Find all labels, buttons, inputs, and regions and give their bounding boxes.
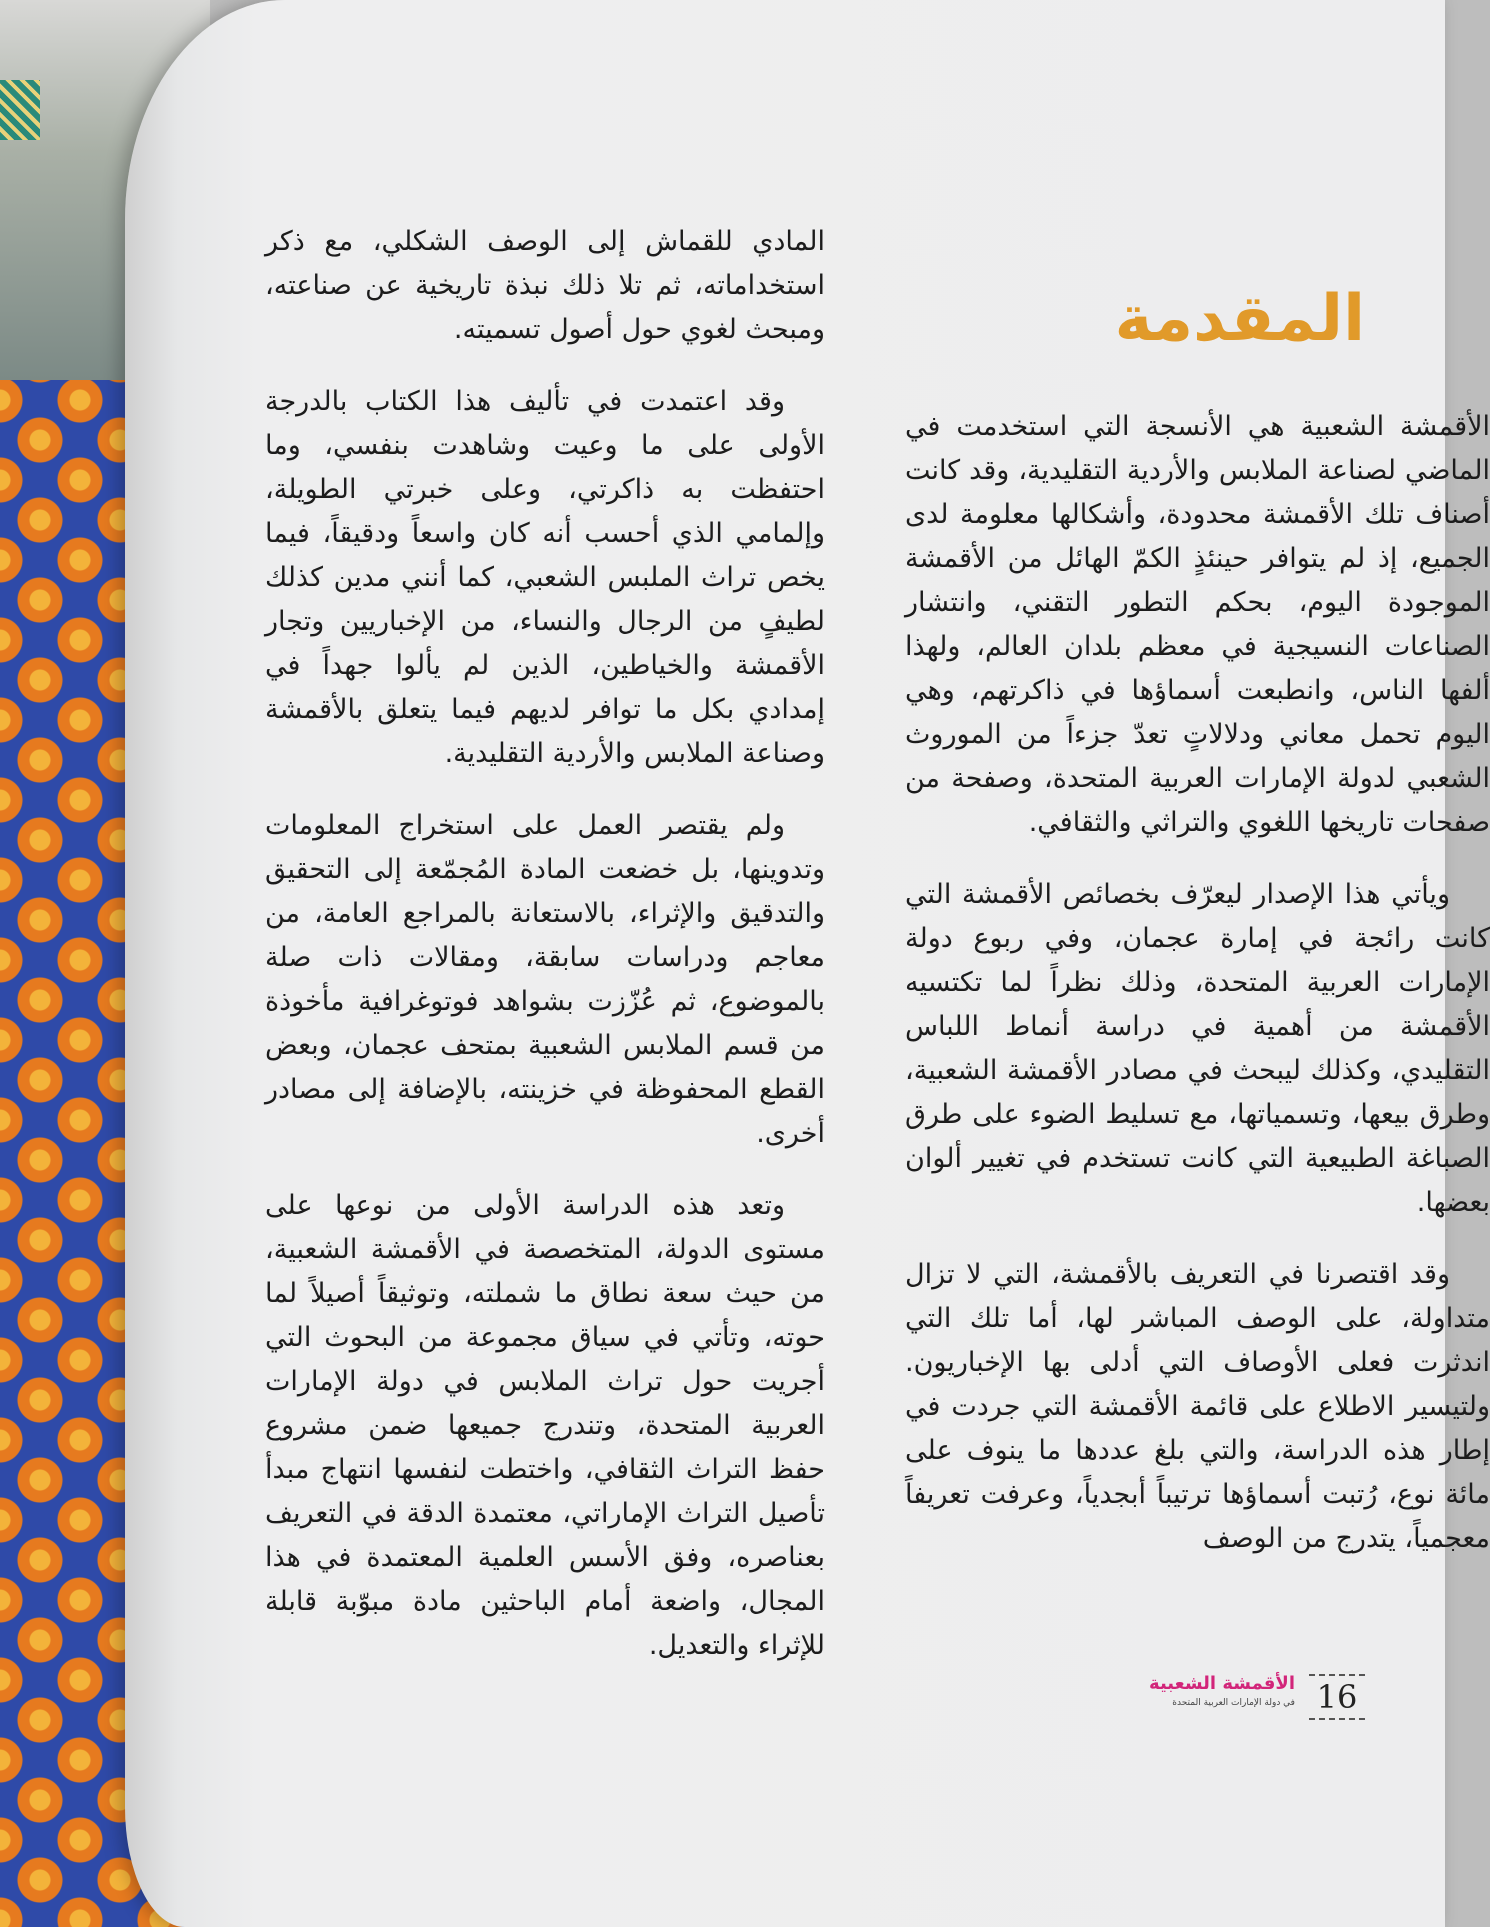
left-text-column — [265, 220, 825, 1696]
right-text-column — [905, 405, 1490, 1589]
section-title: المقدمة — [1114, 282, 1365, 356]
book-logo — [1145, 1672, 1295, 1710]
paragraph: وتعد هذه الدراسة الأولى من نوعها على مستوى الدولة، المتخصصة في الأقمشة الشعبية، من حيث سعة نطاق ما شملته، وتوثيقاً أصيلاً لما حوته، وتأتي في سياق مجموعة من البحوث التي أجريت حول تراث الملابس في دولة الإمارات العربية المتحدة، وتندرج جميعها ضمن مشروع حفظ التراث الثقافي، واختطت لنفسها انتهاج مبدأ تأصيل التراث الإماراتي، معتمدة الدقة في التعريف بعناصره، وفق الأسس العلمية المعتمدة في هذا المجال، واضعة أمام الباحثين مادة مبوّبة قابلة للإثراء والتعديل. — [265, 1190, 825, 1661]
book-page — [125, 0, 1490, 1927]
paragraph: الأقمشة الشعبية هي الأنسجة التي استخدمت في الماضي لصناعة الملابس والأردية التقليدية، وقد كانت أصناف تلك الأقمشة محدودة، وأشكالها معلومة لدى الجميع، إذ لم يتوافر حينئذٍ الكمّ الهائل من الأقمشة الموجودة اليوم، بحكم التطور التقني، وانتشار الصناعات النسيجية في معظم بلدان العالم، ولهذا ألفها الناس، وانطبعت أسماؤها في ذاكرتهم، وهي اليوم تحمل معاني ودلالاتٍ تعدّ جزءاً من الموروث الشعبي لدولة الإمارات العربية المتحدة، وصفحة من صفحات تاريخها اللغوي والتراثي والثقافي. — [905, 411, 1490, 838]
paragraph: ويأتي هذا الإصدار ليعرّف بخصائص الأقمشة التي كانت رائجة في إمارة عجمان، وفي ربوع دولة الإمارات العربية المتحدة، وذلك نظراً لما تكتسيه الأقمشة من أهمية في دراسة أنماط اللباس التقليدي، وكذلك ليبحث في مصادر الأقمشة الشعبية، وطرق بيعها، وتسمياتها، مع تسليط الضوء على طرق الصباغة الطبيعية التي كانت تستخدم في تغيير ألوان بعضها. — [905, 879, 1490, 1218]
paragraph: وقد اقتصرنا في التعريف بالأقمشة، التي لا تزال متداولة، على الوصف المباشر لها، أما تلك التي اندثرت فعلى الأوصاف التي أدلى بها الإخباريون. ولتيسير الاطلاع على قائمة الأقمشة التي جردت في إطار هذه الدراسة، والتي بلغ عددها ما ينوف على مائة نوع، رُتبت أسماؤها ترتيباً أبجدياً، وعرفت تعريفاً معجمياً، يتدرج من الوصف — [905, 1259, 1490, 1554]
paragraph: ولم يقتصر العمل على استخراج المعلومات وتدوينها، بل خضعت المادة المُجمّعة إلى التحقيق والتدقيق والإثراء، بالاستعانة بالمراجع العامة، من معاجم ودراسات سابقة، ومقالات ذات صلة بالموضوع، ثم عُزّزت بشواهد فوتوغرافية مأخوذة من قسم الملابس الشعبية بمتحف عجمان، وبعض القطع المحفوظة في خزينته، بالإضافة إلى مصادر أخرى. — [265, 810, 825, 1149]
paragraph: وقد اعتمدت في تأليف هذا الكتاب بالدرجة الأولى على ما وعيت وشاهدت بنفسي، وما احتفظت به ذاكرتي، وعلى خبرتي الطويلة، وإلمامي الذي أحسب أنه كان واسعاً ودقيقاً، فيما يخص تراث الملبس الشعبي، كما أنني مدين كذلك لطيفٍ من الرجال والنساء، من الإخباريين وتجار الأقمشة والخياطين، الذين لم يألوا جهداً في إمدادي بكل ما توافر لديهم فيما يتعلق بالأقمشة وصناعة الملابس والأردية التقليدية. — [265, 386, 825, 769]
embroidery-pattern — [0, 80, 40, 140]
page-footer — [1145, 1668, 1365, 1728]
page-number: 16 — [1309, 1674, 1365, 1720]
logo-title: الأقمشة الشعبية — [1149, 1673, 1295, 1694]
paragraph: المادي للقماش إلى الوصف الشكلي، مع ذكر استخداماته، ثم تلا ذلك نبذة تاريخية عن صناعته، ومبحث لغوي حول أصول تسميته. — [265, 226, 825, 345]
logo-subtitle: في دولة الإمارات العربية المتحدة — [1172, 1698, 1295, 1708]
